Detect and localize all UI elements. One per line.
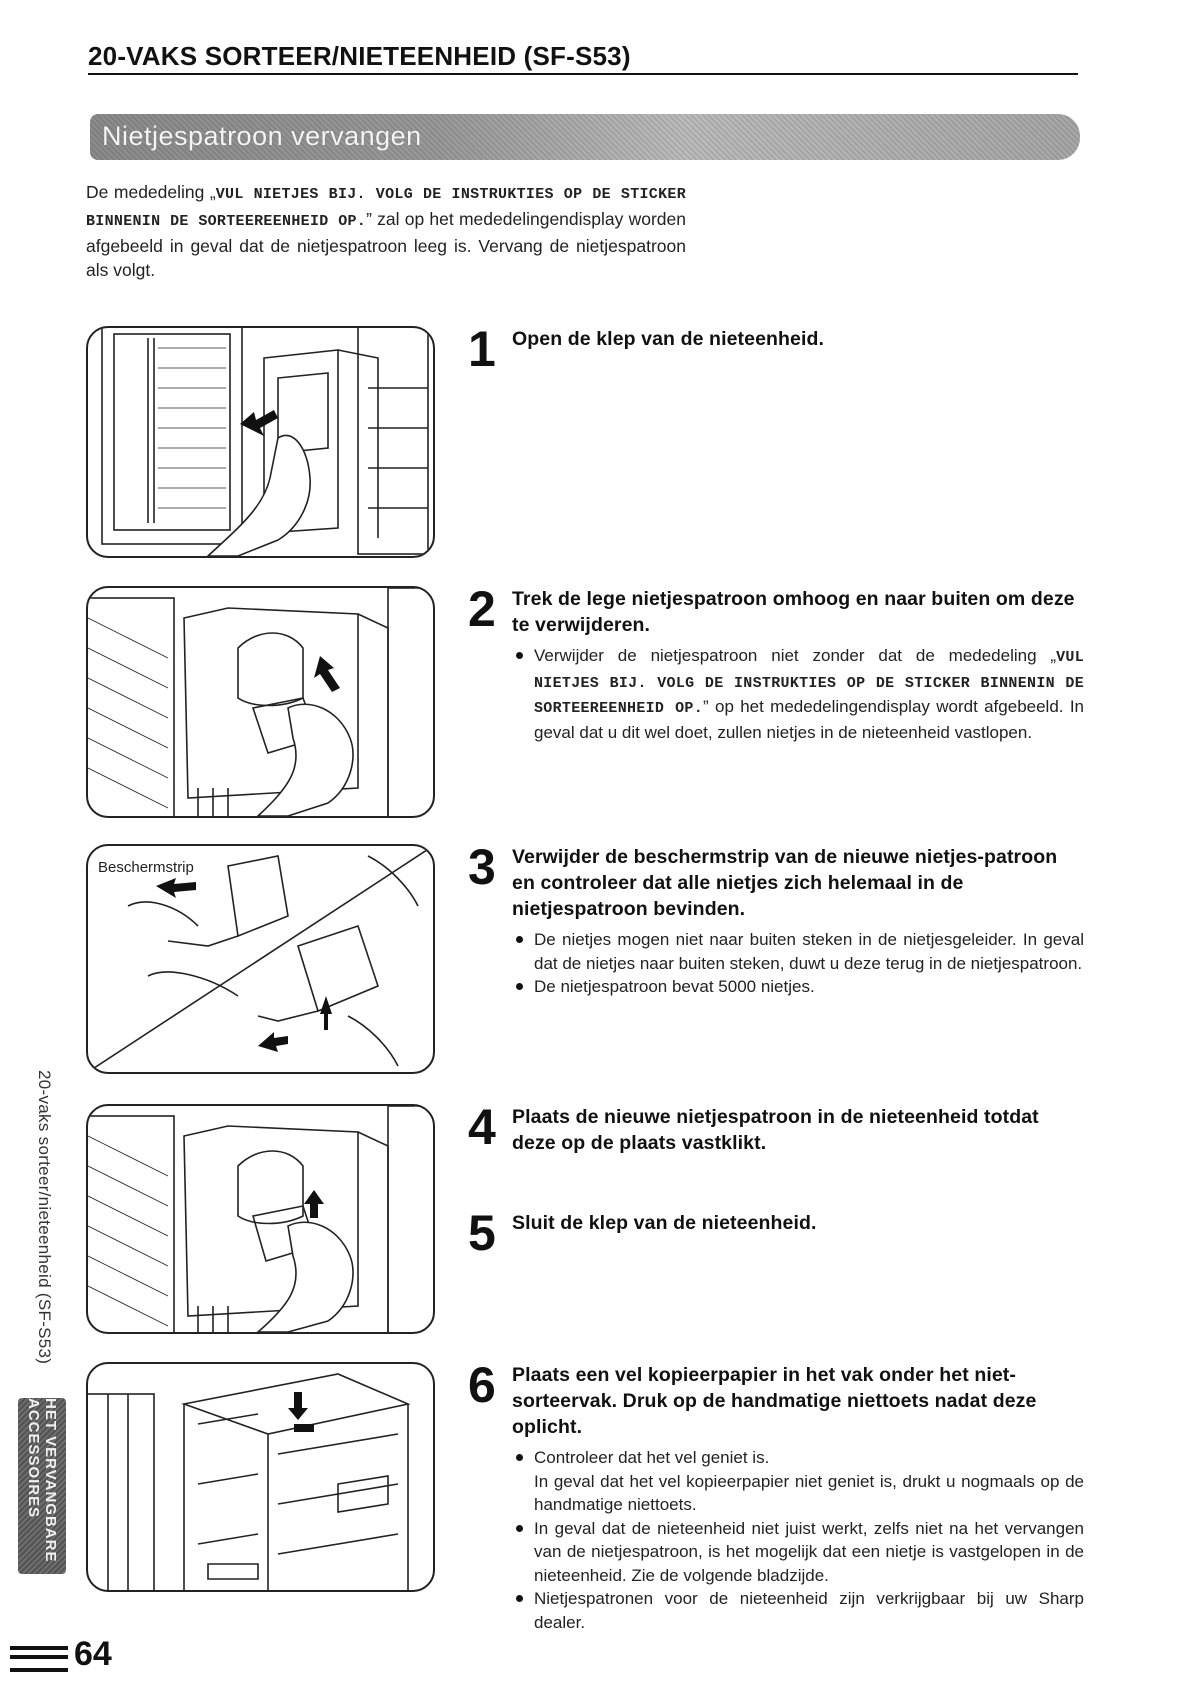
step-1	[468, 321, 1084, 377]
bullet-text-start: Verwijder de nietjespatroon niet zonder dat de mededeling „	[534, 646, 1057, 665]
arrow-up-out-icon	[314, 656, 340, 692]
page-marker-icon	[10, 1646, 68, 1672]
illustration-remove-cartridge	[88, 588, 433, 816]
bullet-item	[512, 644, 1084, 744]
display-message-code: VUL NIETJES BIJ. VOLG DE INSTRUKTIES OP DE STICKER BINNENIN DE SORTEEREENHEID OP.	[86, 186, 687, 230]
step-number: 3	[468, 839, 496, 895]
arrow-up-icon	[320, 996, 332, 1030]
bullet-item: In geval dat de nieteenheid niet juist werkt, zelfs niet na het vervangen van de nietjespatroon, is het mogelijk dat een nietje is vastgelopen in de nieteenheid. Zie de volgende bladzijde.	[512, 1517, 1084, 1588]
hand-icon	[208, 435, 310, 556]
step-bullets	[512, 928, 1084, 999]
bullet-item	[512, 1446, 1084, 1517]
step-2	[468, 581, 1084, 744]
hand-icon	[258, 704, 353, 816]
section-banner	[90, 114, 1080, 160]
label-beschermstrip: Beschermstrip	[98, 859, 194, 876]
illustration-insert-cartridge	[88, 1106, 433, 1332]
step-bullets	[512, 1446, 1084, 1634]
bullet-subtext: In geval dat het vel kopieerpapier niet geniet is, drukt u nogmaals op de handmatige niettoets.	[534, 1471, 1084, 1514]
step-4	[468, 1099, 1084, 1156]
step-number: 1	[468, 321, 496, 377]
step-heading: Plaats de nieuwe nietjespatroon in de nieteenheid totdat deze op de plaats vastklikt.	[512, 1106, 1039, 1154]
step-number: 2	[468, 581, 496, 637]
page-title: 20-VAKS SORTEER/NIETEENHEID (SF-S53)	[88, 40, 1078, 75]
chapter-tab: HET VERVANGBARE ACCESSOIRES	[18, 1398, 66, 1574]
illustration-open-cover	[88, 328, 433, 556]
manual-staple-key-icon	[294, 1424, 314, 1432]
step-6	[468, 1357, 1084, 1634]
figure-remove-cartridge	[86, 586, 435, 818]
bullet-text-end: ” op het mededelingendisplay wordt afgebeeld. In geval dat u dit wel doet, zullen nietjes in de nieteenheid vastlopen.	[534, 697, 1084, 742]
arrow-left-icon	[156, 878, 196, 898]
arrow-icon	[304, 1190, 324, 1218]
step-heading: Verwijder de beschermstrip van de nieuwe nietjes-patroon en controleer dat alle nietjes zich helemaal in de nietjespatroon bevinden.	[512, 846, 1058, 920]
step-heading: Trek de lege nietjespatroon omhoog en naar buiten om deze te verwijderen.	[512, 588, 1075, 636]
figure-manual-staple	[86, 1362, 435, 1592]
bullet-item: De nietjes mogen niet naar buiten steken in de nietjesgeleider. In geval dat de nietjes naar buiten steken, duwt u deze terug in de nietjespatroon.	[512, 928, 1084, 975]
step-bullets	[512, 644, 1084, 744]
step-3	[468, 839, 1084, 999]
step-5	[468, 1205, 1084, 1261]
side-caption: 20-vaks sorteer/nieteenheid (SF-S53)	[35, 1070, 54, 1365]
step-number: 5	[468, 1205, 496, 1261]
intro-paragraph	[86, 180, 686, 282]
section-title: Nietjespatroon vervangen	[102, 121, 422, 151]
arrow-icon	[240, 410, 278, 436]
figure-protective-strip	[86, 844, 435, 1074]
display-message-code: VUL NIETJES BIJ. VOLG DE INSTRUKTIES OP DE STICKER BINNENIN DE SORTEEREENHEID OP.	[534, 649, 1084, 717]
illustration-protective-strip	[88, 846, 433, 1072]
step-heading: Plaats een vel kopieerpapier in het vak onder het niet-sorteervak. Druk op de handmatige niettoets nadat deze oplicht.	[512, 1364, 1037, 1438]
bullet-item: Nietjespatronen voor de nieteenheid zijn verkrijgbaar bij uw Sharp dealer.	[512, 1587, 1084, 1634]
step-heading: Open de klep van de nieteenheid.	[512, 328, 825, 350]
arrow-down-icon	[288, 1392, 308, 1420]
intro-text-end: ” zal op het mededelingendisplay worden afgebeeld in geval dat de nietjespatroon leeg is. Vervang de nietjespatroon als volgt.	[86, 209, 686, 280]
intro-text-start: De mededeling „	[86, 182, 216, 202]
bullet-item: De nietjespatroon bevat 5000 nietjes.	[512, 975, 1084, 999]
step-number: 4	[468, 1099, 496, 1155]
bullet-text: Controleer dat het vel geniet is.	[534, 1448, 770, 1467]
figure-open-cover	[86, 326, 435, 558]
step-number: 6	[468, 1357, 496, 1413]
step-heading: Sluit de klep van de nieteenheid.	[512, 1212, 817, 1234]
illustration-manual-staple	[88, 1364, 433, 1590]
figure-insert-cartridge	[86, 1104, 435, 1334]
hand-icon	[258, 1222, 353, 1332]
page-number: 64	[74, 1635, 112, 1673]
arrow-icon	[258, 1032, 288, 1052]
